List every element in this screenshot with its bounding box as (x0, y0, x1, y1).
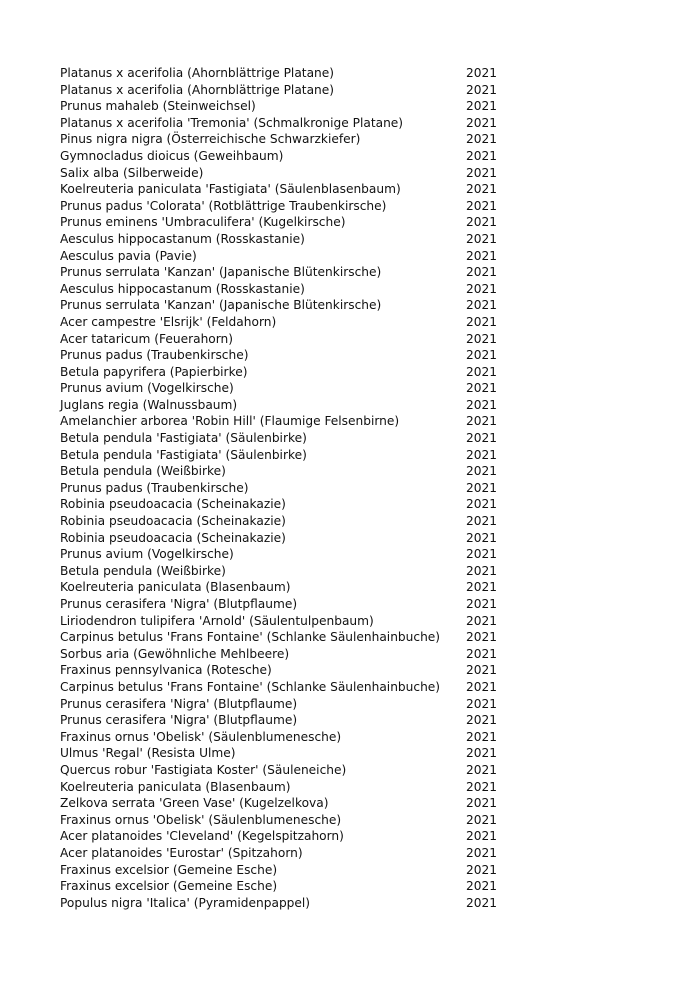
table-row (60, 314, 510, 331)
planting-year-cell: 2021 (466, 845, 498, 860)
table-row (60, 629, 510, 646)
table-row (60, 613, 510, 630)
tree-species-cell: Platanus x acerifolia (Ahornblättrige Platane) (60, 66, 335, 80)
tree-species-cell: Quercus robur 'Fastigiata Koster' (Säuleneiche) (60, 762, 347, 777)
table-row (60, 463, 510, 480)
planting-year-cell: 2021 (466, 696, 498, 711)
table-row (60, 729, 510, 746)
table-row (60, 248, 510, 265)
table-row (60, 845, 510, 862)
planting-year-cell: 2021 (466, 729, 498, 744)
planting-year-cell: 2021 (466, 182, 498, 197)
planting-year-cell: 2021 (466, 348, 498, 363)
table-row (60, 297, 510, 314)
table-row (60, 546, 510, 563)
table-row (60, 413, 510, 430)
tree-species-cell: Acer platanoides 'Eurostar' (Spitzahorn) (60, 845, 303, 860)
tree-species-cell: Carpinus betulus 'Frans Fontaine' (Schlanke Säulenhainbuche) (60, 679, 441, 694)
planting-year-cell: 2021 (466, 165, 498, 180)
tree-species-cell: Fraxinus pennsylvanica (Rotesche) (60, 663, 272, 678)
planting-year-cell: 2021 (466, 364, 498, 379)
table-row (60, 231, 510, 248)
planting-year-cell: 2021 (466, 563, 498, 578)
planting-year-cell: 2021 (466, 663, 498, 678)
tree-species-cell: Ulmus 'Regal' (Resista Ulme) (60, 746, 236, 761)
tree-species-cell: Prunus eminens 'Umbraculifera' (Kugelkirsche) (60, 215, 346, 230)
planting-year-cell: 2021 (466, 514, 498, 529)
tree-species-cell: Prunus serrulata 'Kanzan' (Japanische Blütenkirsche) (60, 265, 382, 280)
planting-year-cell: 2021 (466, 646, 498, 661)
planting-year-cell: 2021 (466, 381, 498, 396)
planting-year-cell: 2021 (466, 862, 498, 877)
table-row (60, 563, 510, 580)
planting-year-cell: 2021 (466, 464, 498, 479)
tree-species-cell: Fraxinus excelsior (Gemeine Esche) (60, 879, 278, 894)
planting-year-cell: 2021 (466, 895, 498, 910)
tree-list-body (60, 65, 510, 911)
table-row (60, 181, 510, 198)
tree-species-cell: Platanus x acerifolia (Ahornblättrige Platane) (60, 82, 335, 97)
tree-list-table (60, 65, 510, 911)
table-row (60, 98, 510, 115)
table-row (60, 165, 510, 182)
table-row (60, 496, 510, 513)
tree-species-cell: Betula pendula (Weißbirke) (60, 464, 226, 479)
table-row (60, 662, 510, 679)
tree-species-cell: Acer tataricum (Feuerahorn) (60, 331, 234, 346)
planting-year-cell: 2021 (466, 530, 498, 545)
planting-year-cell: 2021 (466, 630, 498, 645)
table-row (60, 679, 510, 696)
tree-species-cell: Koelreuteria paniculata 'Fastigiata' (Säulenblasenbaum) (60, 182, 401, 197)
tree-species-cell: Platanus x acerifolia 'Tremonia' (Schmalkronige Platane) (60, 115, 404, 130)
tree-species-cell: Betula pendula 'Fastigiata' (Säulenbirke) (60, 447, 307, 462)
tree-species-cell: Prunus padus 'Colorata' (Rotblättrige Traubenkirsche) (60, 198, 387, 213)
tree-species-cell: Prunus cerasifera 'Nigra' (Blutpflaume) (60, 696, 298, 711)
planting-year-cell: 2021 (466, 215, 498, 230)
tree-species-cell: Koelreuteria paniculata (Blasenbaum) (60, 779, 291, 794)
table-row (60, 214, 510, 231)
planting-year-cell: 2021 (466, 613, 498, 628)
planting-year-cell: 2021 (466, 447, 498, 462)
planting-year-cell: 2021 (466, 281, 498, 296)
planting-year-cell: 2021 (466, 414, 498, 429)
table-row (60, 828, 510, 845)
tree-species-cell: Gymnocladus dioicus (Geweihbaum) (60, 148, 284, 163)
planting-year-cell: 2021 (466, 679, 498, 694)
table-row (60, 596, 510, 613)
tree-species-cell: Betula pendula 'Fastigiata' (Säulenbirke) (60, 431, 307, 446)
tree-species-cell: Robinia pseudoacacia (Scheinakazie) (60, 497, 286, 512)
planting-year-cell: 2021 (466, 115, 498, 130)
table-row (60, 397, 510, 414)
planting-year-cell: 2021 (466, 879, 498, 894)
table-row (60, 380, 510, 397)
planting-year-cell: 2021 (466, 397, 498, 412)
planting-year-cell: 2021 (466, 497, 498, 512)
planting-year-cell: 2021 (466, 231, 498, 246)
table-row (60, 579, 510, 596)
planting-year-cell: 2021 (466, 132, 498, 147)
tree-species-cell: Prunus cerasifera 'Nigra' (Blutpflaume) (60, 713, 298, 728)
planting-year-cell: 2021 (466, 99, 498, 114)
planting-year-cell: 2021 (466, 547, 498, 562)
table-row (60, 762, 510, 779)
table-row (60, 530, 510, 547)
tree-species-cell: Pinus nigra nigra (Österreichische Schwarzkiefer) (60, 132, 361, 147)
table-row (60, 480, 510, 497)
tree-species-cell: Robinia pseudoacacia (Scheinakazie) (60, 514, 286, 529)
tree-species-cell: Fraxinus excelsior (Gemeine Esche) (60, 862, 278, 877)
table-row (60, 264, 510, 281)
tree-species-cell: Prunus cerasifera 'Nigra' (Blutpflaume) (60, 597, 298, 611)
tree-species-cell: Carpinus betulus 'Frans Fontaine' (Schlanke Säulenhainbuche) (60, 630, 441, 645)
table-row (60, 198, 510, 215)
tree-species-cell: Prunus avium (Vogelkirsche) (60, 547, 234, 562)
table-row (60, 862, 510, 879)
planting-year-cell: 2021 (466, 82, 498, 97)
tree-species-cell: Salix alba (Silberweide) (60, 165, 204, 180)
planting-year-cell: 2021 (466, 198, 498, 213)
tree-species-cell: Prunus padus (Traubenkirsche) (60, 480, 249, 495)
planting-year-cell: 2021 (466, 746, 498, 761)
table-row (60, 745, 510, 762)
table-row (60, 513, 510, 530)
table-row (60, 712, 510, 729)
tree-species-cell: Amelanchier arborea 'Robin Hill' (Flaumige Felsenbirne) (60, 414, 400, 429)
table-row (60, 430, 510, 447)
table-row (60, 795, 510, 812)
tree-species-cell: Robinia pseudoacacia (Scheinakazie) (60, 530, 286, 545)
table-row (60, 646, 510, 663)
table-row (60, 447, 510, 464)
planting-year-cell: 2021 (466, 597, 498, 611)
table-row (60, 148, 510, 165)
tree-species-cell: Acer campestre 'Elsrijk' (Feldahorn) (60, 314, 277, 329)
planting-year-cell: 2021 (466, 431, 498, 446)
tree-species-cell: Betula pendula (Weißbirke) (60, 563, 226, 578)
table-row (60, 82, 510, 99)
tree-species-cell: Betula papyrifera (Papierbirke) (60, 364, 248, 379)
tree-species-cell: Prunus avium (Vogelkirsche) (60, 381, 234, 396)
tree-species-cell: Acer platanoides 'Cleveland' (Kegelspitzahorn) (60, 829, 344, 844)
planting-year-cell: 2021 (466, 314, 498, 329)
tree-species-cell: Liriodendron tulipifera 'Arnold' (Säulentulpenbaum) (60, 613, 374, 628)
tree-species-cell: Populus nigra 'Italica' (Pyramidenpappel) (60, 895, 311, 910)
planting-year-cell: 2021 (466, 331, 498, 346)
table-row (60, 895, 510, 912)
planting-year-cell: 2021 (466, 265, 498, 280)
planting-year-cell: 2021 (466, 298, 498, 313)
planting-year-cell: 2021 (466, 796, 498, 811)
planting-year-cell: 2021 (466, 248, 498, 263)
table-row (60, 331, 510, 348)
table-row (60, 281, 510, 298)
tree-species-cell: Prunus mahaleb (Steinweichsel) (60, 99, 256, 114)
planting-year-cell: 2021 (466, 812, 498, 827)
tree-species-cell: Fraxinus ornus 'Obelisk' (Säulenblumenesche) (60, 729, 342, 744)
table-row (60, 696, 510, 713)
table-row (60, 65, 510, 82)
planting-year-cell: 2021 (466, 829, 498, 844)
planting-year-cell: 2021 (466, 762, 498, 777)
tree-species-cell: Aesculus hippocastanum (Rosskastanie) (60, 231, 305, 246)
table-row (60, 115, 510, 132)
tree-species-cell: Prunus serrulata 'Kanzan' (Japanische Blütenkirsche) (60, 298, 382, 313)
table-row (60, 347, 510, 364)
planting-year-cell: 2021 (466, 148, 498, 163)
planting-year-cell: 2021 (466, 580, 498, 595)
tree-species-cell: Sorbus aria (Gewöhnliche Mehlbeere) (60, 646, 290, 661)
planting-year-cell: 2021 (466, 713, 498, 728)
tree-species-cell: Juglans regia (Walnussbaum) (60, 397, 238, 412)
planting-year-cell: 2021 (466, 480, 498, 495)
tree-species-cell: Prunus padus (Traubenkirsche) (60, 348, 249, 363)
table-row (60, 779, 510, 796)
tree-species-cell: Aesculus hippocastanum (Rosskastanie) (60, 281, 305, 296)
tree-species-cell: Fraxinus ornus 'Obelisk' (Säulenblumenesche) (60, 812, 342, 827)
table-row (60, 812, 510, 829)
table-row (60, 364, 510, 381)
planting-year-cell: 2021 (466, 779, 498, 794)
tree-species-cell: Aesculus pavia (Pavie) (60, 248, 197, 263)
table-row (60, 878, 510, 895)
planting-year-cell: 2021 (466, 66, 498, 80)
tree-species-cell: Zelkova serrata 'Green Vase' (Kugelzelkova) (60, 796, 329, 811)
tree-species-cell: Koelreuteria paniculata (Blasenbaum) (60, 580, 291, 595)
table-row (60, 131, 510, 148)
